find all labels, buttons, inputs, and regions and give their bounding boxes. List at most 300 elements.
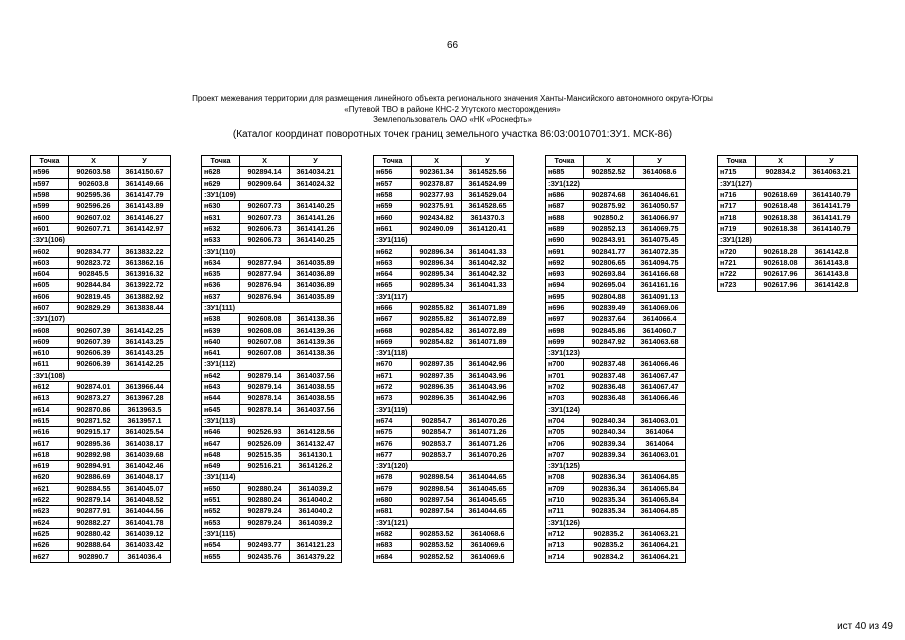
table-row [202,461,342,472]
point-id: н667 [374,314,412,325]
table-row [374,528,514,539]
point-id: н644 [202,393,240,404]
table-row [31,201,171,212]
x-coordinate: 902854.82 [412,336,462,347]
x-coordinate: 902618.08 [756,257,806,268]
parcel-section-row [546,517,686,528]
x-coordinate: 902434.82 [412,212,462,223]
x-coordinate: 902897.54 [412,494,462,505]
x-coordinate: 902852.52 [412,551,462,562]
table-row [202,257,342,268]
y-coordinate: 3614042.96 [462,393,514,404]
table-row [546,268,686,279]
x-coordinate: 902617.96 [756,268,806,279]
table-row [546,393,686,404]
y-coordinate: 3613963.5 [119,404,171,415]
table-row [546,483,686,494]
y-coordinate: 3614072.35 [634,246,686,257]
parcel-label: :ЗУ1(128) [718,235,858,246]
y-coordinate: 3614143.8 [806,257,858,268]
table-row [202,449,342,460]
y-coordinate: 3614121.23 [290,540,342,551]
point-id: н623 [31,506,69,517]
column-header: У [462,156,514,167]
point-id: н701 [546,370,584,381]
y-coordinate: 3614142.8 [806,246,858,257]
table-row [202,235,342,246]
y-coordinate: 3614069.75 [634,223,686,234]
parcel-label: :ЗУ1(123) [546,348,686,359]
column-header: X [69,156,119,167]
point-id: н675 [374,427,412,438]
parcel-section-row [202,359,342,370]
y-coordinate: 3614064.21 [634,551,686,562]
point-id: н708 [546,472,584,483]
y-coordinate: 3614042.32 [462,257,514,268]
x-coordinate: 902897.54 [412,506,462,517]
y-coordinate: 3614141.79 [806,212,858,223]
x-coordinate: 902888.64 [69,540,119,551]
x-coordinate: 902855.82 [412,314,462,325]
x-coordinate: 902854.7 [412,415,462,426]
x-coordinate: 902617.96 [756,280,806,291]
parcel-section-row [546,348,686,359]
point-id: н677 [374,449,412,460]
table-row [374,427,514,438]
parcel-label: :ЗУ1(120) [374,461,514,472]
table-row [374,314,514,325]
y-coordinate: 3614042.96 [462,359,514,370]
y-coordinate: 3614138.36 [290,348,342,359]
table-row [31,528,171,539]
table-row [546,472,686,483]
y-coordinate: 3614063.01 [634,415,686,426]
x-coordinate: 902855.82 [412,302,462,313]
table-row [31,449,171,460]
y-coordinate: 3614528.65 [462,201,514,212]
y-coordinate: 3614042.46 [119,461,171,472]
coordinates-table-5 [717,155,858,292]
y-coordinate: 3614063.21 [806,167,858,178]
point-id: н718 [718,212,756,223]
x-coordinate: 902361.34 [412,167,462,178]
y-coordinate: 3614039.12 [119,528,171,539]
x-coordinate: 902843.91 [584,235,634,246]
y-coordinate: 3614037.56 [290,370,342,381]
y-coordinate: 3614039.2 [290,483,342,494]
table-row [31,325,171,336]
table-row [546,551,686,562]
y-coordinate: 3614146.27 [119,212,171,223]
table-row [202,517,342,528]
x-coordinate: 902834.2 [756,167,806,178]
table-row [718,212,858,223]
y-coordinate: 3614094.75 [634,257,686,268]
point-id: н654 [202,540,240,551]
parcel-label: :ЗУ1(118) [374,348,514,359]
x-coordinate: 902834.2 [584,551,634,562]
point-id: н681 [374,506,412,517]
parcel-section-row [202,189,342,200]
point-id: н694 [546,280,584,291]
parcel-section-row [202,528,342,539]
x-coordinate: 902618.48 [756,201,806,212]
parcel-section-row [202,302,342,313]
x-coordinate: 902879.24 [240,517,290,528]
parcel-section-row [31,370,171,381]
x-coordinate: 902879.24 [240,506,290,517]
point-id: н601 [31,223,69,234]
table-row [718,246,858,257]
table-row [546,257,686,268]
y-coordinate: 3614370.3 [462,212,514,223]
table-header-row [718,156,858,167]
y-coordinate: 3614064.85 [634,506,686,517]
table-row [374,189,514,200]
x-coordinate: 902378.87 [412,178,462,189]
table-row [374,540,514,551]
point-id: н682 [374,528,412,539]
point-id: н707 [546,449,584,460]
x-coordinate: 902850.2 [584,212,634,223]
table-row [202,201,342,212]
point-id: н698 [546,325,584,336]
point-id: н680 [374,494,412,505]
y-coordinate: 3614037.56 [290,404,342,415]
table-row [31,212,171,223]
y-coordinate: 3614065.84 [634,483,686,494]
point-id: н604 [31,268,69,279]
point-id: н658 [374,189,412,200]
table-row [202,167,342,178]
y-coordinate: 3614142.8 [806,280,858,291]
y-coordinate: 3614046.61 [634,189,686,200]
y-coordinate: 3614040.2 [290,506,342,517]
point-id: н656 [374,167,412,178]
x-coordinate: 902837.64 [584,314,634,325]
table-row [202,551,342,562]
y-coordinate: 3614141.79 [806,201,858,212]
table-row [374,494,514,505]
y-coordinate: 3614043.96 [462,370,514,381]
point-id: н634 [202,257,240,268]
point-id: н603 [31,257,69,268]
y-coordinate: 3613922.72 [119,280,171,291]
column-header: Точка [546,156,584,167]
x-coordinate: 902879.14 [240,370,290,381]
point-id: н714 [546,551,584,562]
x-coordinate: 902377.93 [412,189,462,200]
y-coordinate: 3614040.2 [290,494,342,505]
y-coordinate: 3614075.45 [634,235,686,246]
point-id: н686 [546,189,584,200]
x-coordinate: 902878.14 [240,393,290,404]
point-id: н720 [718,246,756,257]
y-coordinate: 3614147.79 [119,189,171,200]
x-coordinate: 902836.48 [584,381,634,392]
point-id: н622 [31,494,69,505]
y-coordinate: 3614063.01 [634,449,686,460]
table-row [31,404,171,415]
table-row [374,257,514,268]
point-id: н616 [31,427,69,438]
x-coordinate: 902806.65 [584,257,634,268]
table-header-row [374,156,514,167]
table-row [31,280,171,291]
x-coordinate: 902836.34 [584,483,634,494]
y-coordinate: 3614139.36 [290,325,342,336]
y-coordinate: 3614050.57 [634,201,686,212]
table-row [31,415,171,426]
point-id: н620 [31,472,69,483]
point-id: н657 [374,178,412,189]
table-row [374,212,514,223]
y-coordinate: 3614161.16 [634,280,686,291]
table-row [718,201,858,212]
coordinates-table-4 [545,155,686,563]
x-coordinate: 902871.52 [69,415,119,426]
x-coordinate: 902853.52 [412,540,462,551]
table-row [202,494,342,505]
table-row [202,540,342,551]
point-id: н641 [202,348,240,359]
table-row [546,449,686,460]
point-id: н611 [31,359,69,370]
point-id: н602 [31,246,69,257]
table-row [718,280,858,291]
page-footer: ист 40 из 49 [837,621,893,632]
x-coordinate: 902879.14 [69,494,119,505]
x-coordinate: 902877.91 [69,506,119,517]
x-coordinate: 902882.27 [69,517,119,528]
point-id: н608 [31,325,69,336]
point-id: н647 [202,438,240,449]
parcel-label: :ЗУ1(113) [202,415,342,426]
y-coordinate: 3614071.89 [462,336,514,347]
x-coordinate: 902892.98 [69,449,119,460]
table-row [202,427,342,438]
y-coordinate: 3614045.07 [119,483,171,494]
x-coordinate: 902840.34 [584,415,634,426]
x-coordinate: 902896.35 [412,393,462,404]
y-coordinate: 3614069.6 [462,540,514,551]
point-id: н649 [202,461,240,472]
x-coordinate: 902618.69 [756,189,806,200]
x-coordinate: 902854.82 [412,325,462,336]
x-coordinate: 902834.77 [69,246,119,257]
table-row [546,370,686,381]
y-coordinate: 3614036.4 [119,551,171,562]
x-coordinate: 902854.7 [412,427,462,438]
table-row [31,167,171,178]
point-id: н704 [546,415,584,426]
y-coordinate: 3614126.2 [290,461,342,472]
y-coordinate: 3614045.65 [462,483,514,494]
x-coordinate: 902890.7 [69,551,119,562]
y-coordinate: 3614063.68 [634,336,686,347]
x-coordinate: 902847.92 [584,336,634,347]
point-id: н609 [31,336,69,347]
table-row [374,201,514,212]
y-coordinate: 3614039.68 [119,449,171,460]
point-id: н642 [202,370,240,381]
table-row [202,314,342,325]
point-id: н600 [31,212,69,223]
table-row [374,483,514,494]
x-coordinate: 902596.26 [69,201,119,212]
point-id: н617 [31,438,69,449]
table-row [546,167,686,178]
table-row [546,381,686,392]
point-id: н665 [374,280,412,291]
y-coordinate: 3613966.44 [119,381,171,392]
x-coordinate: 902526.09 [240,438,290,449]
table-row [31,506,171,517]
x-coordinate: 902870.86 [69,404,119,415]
table-row [546,438,686,449]
table-row [31,257,171,268]
table-row [546,280,686,291]
x-coordinate: 902895.34 [412,268,462,279]
table-row [202,325,342,336]
point-id: н674 [374,415,412,426]
y-coordinate: 3614138.36 [290,314,342,325]
point-id: н705 [546,427,584,438]
table-row [31,540,171,551]
table-row [31,223,171,234]
column-header: У [634,156,686,167]
table-row [202,280,342,291]
parcel-label: :ЗУ1(127) [718,178,858,189]
table-row [31,494,171,505]
coordinates-table-1 [30,155,171,563]
y-coordinate: 3614069.6 [462,551,514,562]
point-id: н679 [374,483,412,494]
point-id: н668 [374,325,412,336]
point-id: н653 [202,517,240,528]
parcel-label: :ЗУ1(114) [202,472,342,483]
table-row [718,189,858,200]
y-coordinate: 3614041.33 [462,246,514,257]
parcel-label: :ЗУ1(111) [202,302,342,313]
point-id: н661 [374,223,412,234]
x-coordinate: 902898.54 [412,483,462,494]
table-row [374,359,514,370]
x-coordinate: 902837.48 [584,370,634,381]
page-number: 66 [446,40,459,51]
table-row [202,370,342,381]
y-coordinate: 3614044.56 [119,506,171,517]
x-coordinate: 902845.86 [584,325,634,336]
x-coordinate: 902693.84 [584,268,634,279]
y-coordinate: 3614038.55 [290,381,342,392]
x-coordinate: 902852.52 [584,167,634,178]
y-coordinate: 3614132.47 [290,438,342,449]
x-coordinate: 902618.38 [756,212,806,223]
y-coordinate: 3614066.4 [634,314,686,325]
x-coordinate: 902909.64 [240,178,290,189]
y-coordinate: 3614064 [634,438,686,449]
y-coordinate: 3614071.26 [462,427,514,438]
x-coordinate: 902607.08 [240,348,290,359]
x-coordinate: 902876.94 [240,291,290,302]
parcel-label: :ЗУ1(121) [374,517,514,528]
y-coordinate: 3614064.85 [634,472,686,483]
table-row [374,381,514,392]
x-coordinate: 902896.35 [412,381,462,392]
point-id: н651 [202,494,240,505]
parcel-label: :ЗУ1(122) [546,178,686,189]
point-id: н650 [202,483,240,494]
x-coordinate: 902829.29 [69,302,119,313]
y-coordinate: 3614041.33 [462,280,514,291]
table-row [202,483,342,494]
table-row [718,257,858,268]
x-coordinate: 902835.34 [584,506,634,517]
point-id: н599 [31,201,69,212]
x-coordinate: 902493.77 [240,540,290,551]
y-coordinate: 3614072.89 [462,325,514,336]
point-id: н627 [31,551,69,562]
x-coordinate: 902877.94 [240,268,290,279]
point-id: н652 [202,506,240,517]
table-row [374,506,514,517]
x-coordinate: 902608.08 [240,325,290,336]
y-coordinate: 3614525.56 [462,167,514,178]
header-line-2: «Путевой ТВО в районе КНС-2 Угутского месторождения» [344,104,561,114]
y-coordinate: 3614141.26 [290,212,342,223]
x-coordinate: 902618.28 [756,246,806,257]
y-coordinate: 3614036.89 [290,268,342,279]
y-coordinate: 3614048.52 [119,494,171,505]
x-coordinate: 902490.09 [412,223,462,234]
table-row [374,449,514,460]
y-coordinate: 3613916.32 [119,268,171,279]
parcel-label: :ЗУ1(125) [546,461,686,472]
table-row [31,359,171,370]
y-coordinate: 3614044.65 [462,472,514,483]
y-coordinate: 3613882.92 [119,291,171,302]
x-coordinate: 902836.34 [584,472,634,483]
x-coordinate: 902853.7 [412,449,462,460]
y-coordinate: 3614529.04 [462,189,514,200]
parcel-section-row [31,314,171,325]
y-coordinate: 3614139.36 [290,336,342,347]
table-row [31,291,171,302]
parcel-label: :ЗУ1(115) [202,528,342,539]
x-coordinate: 902835.2 [584,528,634,539]
table-row [718,223,858,234]
point-id: н643 [202,381,240,392]
x-coordinate: 902608.08 [240,314,290,325]
x-coordinate: 902618.38 [756,223,806,234]
y-coordinate: 3614069.06 [634,302,686,313]
y-coordinate: 3614063.21 [634,528,686,539]
parcel-section-row [202,472,342,483]
point-id: н717 [718,201,756,212]
x-coordinate: 902897.35 [412,370,462,381]
y-coordinate: 3614120.41 [462,223,514,234]
table-row [374,325,514,336]
table-row [374,302,514,313]
table-row [31,393,171,404]
point-id: н706 [546,438,584,449]
point-id: н660 [374,212,412,223]
point-id: н664 [374,268,412,279]
column-header: X [756,156,806,167]
y-coordinate: 3614068.6 [462,528,514,539]
x-coordinate: 902845.5 [69,268,119,279]
